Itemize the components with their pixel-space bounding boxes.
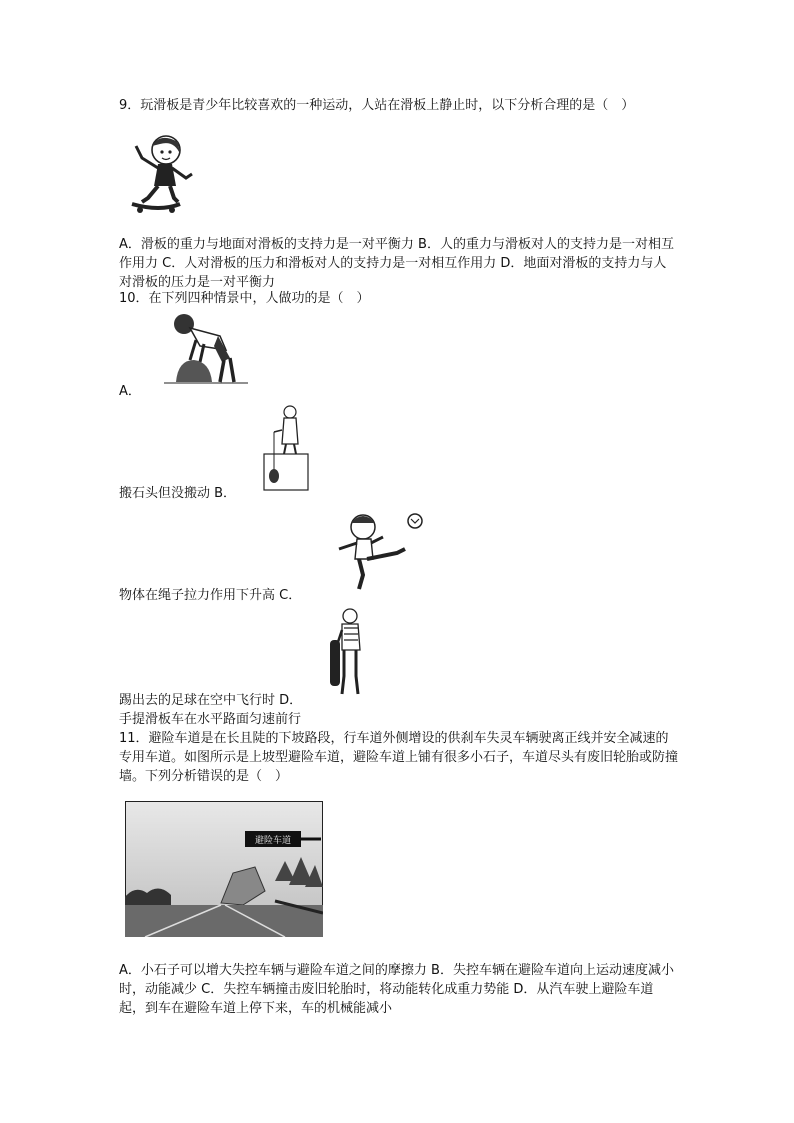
question-10-line-c: 物体在绳子拉力作用下升高 C． — [119, 588, 302, 603]
person-pushing-stone-illustration — [160, 310, 250, 386]
question-10-stem: 10．在下列四种情景中，人做功的是（ ） — [119, 291, 370, 306]
question-10-line-e: 手提滑板车在水平路面匀速前行 — [119, 712, 302, 727]
question-10-line-a: A． — [119, 384, 141, 399]
question-9-options: A．滑板的重力与地面对滑板的支持力是一对平衡力 B．人的重力与滑板对人的支持力是一对相互作用力 C．人对滑板的压力和滑板对人的支持力是一对相互作用力 D．地面对滑板的支持力与人对滑板的压力是一对平衡力 — [119, 237, 674, 290]
question-9-stem: 9．玩滑板是青少年比较喜欢的一种运动，人站在滑板上静止时，以下分析合理的是（ ） — [119, 98, 635, 113]
boy-carrying-skateboard-illustration — [328, 606, 368, 698]
ramp-sign-text: 避险车道 — [254, 836, 292, 846]
skateboard-boy-illustration — [120, 128, 200, 216]
question-10-line-b: 搬石头但没搬动 B． — [119, 486, 237, 501]
question-11-stem: 11．避险车道是在长且陡的下坡路段，行车道外侧增设的供刹车失灵车辆驶离正线并安全减速的专用车道。如图所示是上坡型避险车道，避险车道上铺有很多小石子，车道尽头有废旧轮胎或防撞墙。下列分析错误的是（ ） — [119, 731, 679, 784]
question-10-line-d: 踢出去的足球在空中飞行时 D． — [119, 693, 303, 708]
boy-kicking-football-illustration — [325, 507, 431, 593]
question-11-options: A．小石子可以增大失控车辆与避险车道之间的摩擦力 B．失控车辆在避险车道向上运动速度减小时，动能减少 C．失控车辆撞击废旧轮胎时，将动能转化成重力势能 D．从汽车驶上避险车道起，到车在避险车道上停下来，车的机械能减小 — [119, 963, 674, 1016]
emergency-escape-ramp-photo — [125, 801, 323, 937]
man-lifting-object-with-rope-illustration — [262, 402, 312, 492]
